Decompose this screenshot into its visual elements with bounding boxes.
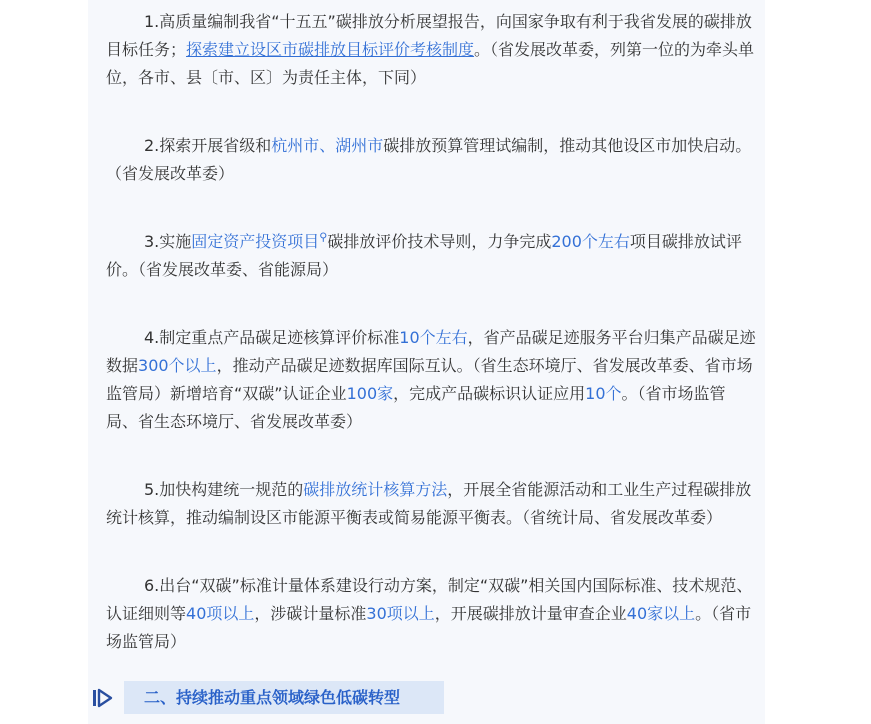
highlight-text: 碳排放统计核算方法 — [303, 480, 448, 499]
section-title: 二、持续推动重点领域绿色低碳转型 — [144, 688, 401, 707]
highlight-text: 100家 — [346, 384, 394, 403]
list-item — [106, 476, 756, 532]
search-icon[interactable]: ⚲ — [319, 230, 328, 244]
keyword-link[interactable]: 探索建立设区市碳排放目标评价考核制度 — [186, 40, 475, 59]
highlight-text: 300个以上 — [138, 356, 217, 375]
text-span: 碳排放预算管理试编制，推动其他设区市加快启动。（省发展改革委） — [106, 136, 752, 183]
text-span: 1.高质量编制我省“十五五”碳排放分析展望报告，向国家争取有利于我省发展的碳排放目标任务； — [106, 12, 752, 59]
text-span: 3.实施 — [144, 232, 192, 251]
text-span: 5.加快构建统一规范的 — [144, 480, 304, 499]
list-item — [106, 572, 756, 656]
text-span: ，涉碳计量标准 — [254, 604, 367, 623]
text-span: 。（省市场监管局） — [106, 604, 752, 651]
highlight-text: 10个左右 — [399, 328, 468, 347]
text-span: 。（省发展改革委，列第一位的为牵头单位，各市、县〔市、区〕为责任主体，下同） — [106, 40, 755, 87]
text-span: 2.探索开展省级和 — [144, 136, 272, 155]
text-span: ，省产品碳足迹服务平台归集产品碳足迹数据 — [106, 328, 756, 375]
highlight-text: 固定资产投资项目 — [191, 232, 320, 251]
play-icon — [92, 688, 114, 708]
highlight-text: 10个 — [585, 384, 622, 403]
text-span: ，开展碳排放计量审查企业 — [434, 604, 627, 623]
text-span: ，开展全省能源活动和工业生产过程碳排放统计核算，推动编制设区市能源平衡表或简易能源平衡表。（省统计局、省发展改革委） — [106, 480, 752, 527]
list-item — [106, 228, 756, 284]
highlight-text: 杭州市、湖州市 — [271, 136, 384, 155]
text-span: 项目碳排放试评价。（省发展改革委、省能源局） — [106, 232, 742, 279]
text-span: 4.制定重点产品碳足迹核算评价标准 — [144, 328, 400, 347]
article-content — [106, 8, 756, 656]
text-span: 碳排放评价技术导则，力争完成 — [327, 232, 552, 251]
text-span: ，完成产品碳标识认证应用 — [393, 384, 586, 403]
highlight-text: 200个左右 — [551, 232, 630, 251]
list-item — [106, 132, 756, 188]
text-span: 6.出台“双碳”标准计量体系建设行动方案，制定“双碳”相关国内国际标准、技术规范、认证细则等 — [106, 576, 753, 623]
highlight-text: 30项以上 — [366, 604, 435, 623]
highlight-text: 40项以上 — [186, 604, 255, 623]
list-item — [106, 324, 756, 436]
text-span: ，推动产品碳足迹数据库国际互认。（省生态环境厅、省发展改革委、省市场监管局）新增培育“双碳”认证企业 — [106, 356, 753, 403]
list-item — [106, 8, 756, 92]
text-span: 。（省市场监管局、省生态环境厅、省发展改革委） — [106, 384, 726, 431]
highlight-text: 40家以上 — [626, 604, 696, 623]
